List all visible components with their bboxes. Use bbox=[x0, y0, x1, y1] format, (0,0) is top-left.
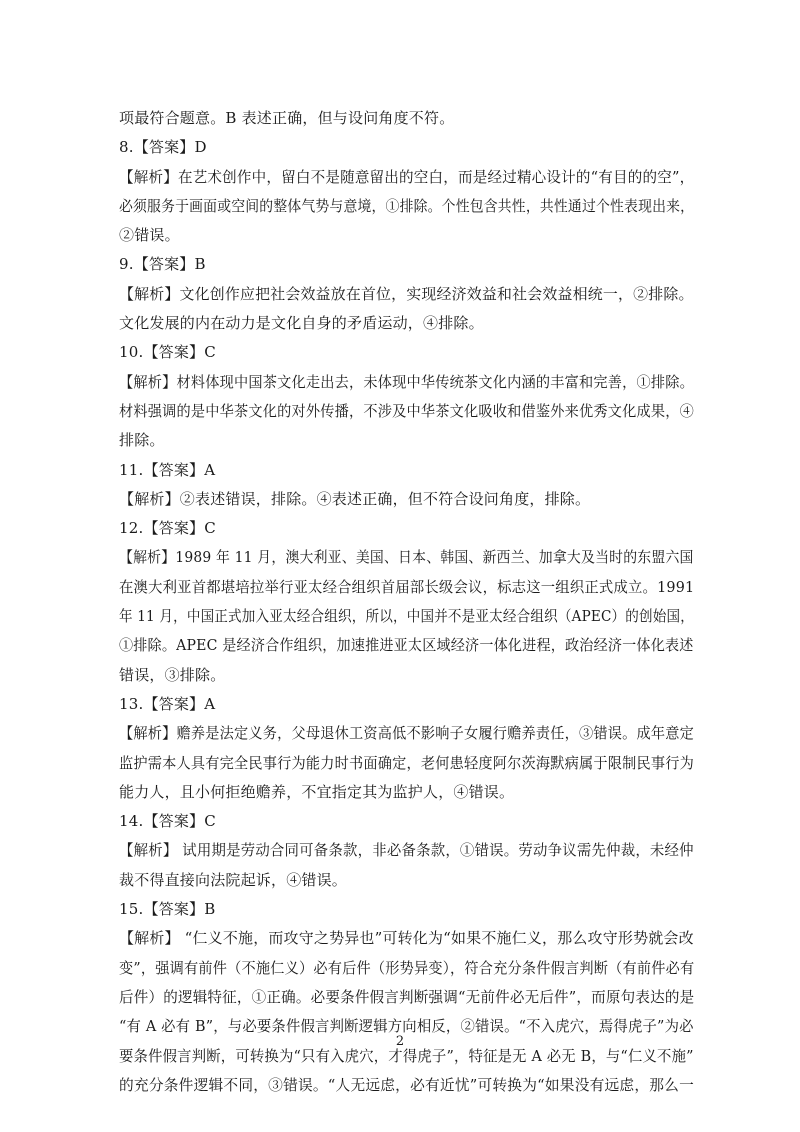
text-line: 能力人，且小何拒绝赡养，不宜指定其为监护人，④错误。 bbox=[119, 782, 515, 801]
text-line: 材料强调的是中华茶文化的对外传播，不涉及中华茶文化吸收和借鉴外来优秀文化成果，④ bbox=[119, 401, 695, 420]
text-line: 的充分条件逻辑不同，③错误。“人无远虑，必有近忧”可转换为“如果没有远虑，那么一 bbox=[119, 1075, 695, 1094]
text-line: 监护需本人具有完全民事行为能力时书面确定，老何患轻度阿尔茨海默病属于限制民事行为 bbox=[119, 753, 695, 772]
text-line: 【解析】 试用期是劳动合同可备条款，非必备条款，①错误。劳动争议需先仲裁，未经仲 bbox=[119, 841, 694, 860]
text-line: 【解析】②表述错误，排除。④表述正确，但不符合设问角度，排除。 bbox=[119, 489, 591, 508]
text-line: 【解析】在艺术创作中，留白不是随意留出的空白，而是经过精心设计的“有目的的空”， bbox=[119, 167, 695, 186]
text-line: 12.【答案】C bbox=[119, 519, 216, 538]
text-line: 【解析】 “仁义不施，而攻守之势异也”可转化为“如果不施仁义，那么攻守形势就会改 bbox=[119, 929, 694, 948]
text-line: 项最符合题意。B 表述正确，但与设问角度不符。 bbox=[119, 109, 455, 127]
text-line: 排除。 bbox=[119, 431, 165, 450]
text-line: 错误，③排除。 bbox=[119, 665, 226, 684]
answer-explanation-text bbox=[119, 104, 694, 1100]
text-line: 文化发展的内在动力是文化自身的矛盾运动，④排除。 bbox=[119, 314, 484, 333]
text-line: 13.【答案】A bbox=[119, 694, 216, 713]
text-line: 9.【答案】B bbox=[119, 255, 206, 274]
text-line: 【解析】文化创作应把社会效益放在首位，实现经济效益和社会效益相统一，②排除。 bbox=[119, 284, 694, 303]
text-line: 要条件假言判断，可转换为“只有入虎穴，才得虎子”，特征是无 A 必无 B，与“仁义不施” bbox=[119, 1046, 694, 1065]
text-line: 【解析】1989 年 11 月，澳大利亚、美国、日本、韩国、新西兰、加拿大及当时的东盟六国 bbox=[119, 548, 694, 567]
text-line: 在澳大利亚首都堪培拉举行亚太经合组织首届部长级会议，标志这一组织正式成立。1991 bbox=[119, 577, 695, 596]
page-number: 2 bbox=[395, 1034, 405, 1049]
text-line: 年 11 月，中国正式加入亚太经合组织，所以，中国并不是亚太经合组织（APEC）的创始国， bbox=[119, 607, 694, 626]
text-line: 11.【答案】A bbox=[119, 460, 216, 479]
text-line: ①排除。APEC 是经济合作组织，加速推进亚太区域经济一体化进程，政治经济一体化表述 bbox=[119, 636, 694, 655]
text-line: ②错误。 bbox=[119, 226, 180, 245]
text-line: 【解析】赡养是法定义务，父母退休工资高低不影响子女履行赡养责任，③错误。成年意定 bbox=[119, 724, 695, 743]
text-line: 15.【答案】B bbox=[119, 900, 216, 919]
text-line: “有 A 必有 B”，与必要条件假言判断逻辑方向相反，②错误。“不入虎穴，焉得虎子”为必 bbox=[119, 1017, 694, 1036]
text-line: 后件）的逻辑特征，①正确。必要条件假言判断强调“无前件必无后件”，而原句表达的是 bbox=[119, 987, 695, 1006]
text-line: 8.【答案】D bbox=[119, 138, 207, 157]
text-line: 10.【答案】C bbox=[119, 343, 216, 362]
text-line: 【解析】材料体现中国茶文化走出去，未体现中华传统茶文化内涵的丰富和完善，①排除。 bbox=[119, 372, 695, 391]
text-line: 14.【答案】C bbox=[119, 812, 216, 831]
text-line: 变”，强调有前件（不施仁义）必有后件（形势异变），符合充分条件假言判断（有前件必有 bbox=[119, 958, 695, 977]
text-line: 必须服务于画面或空间的整体气势与意境，①排除。个性包含共性，共性通过个性表现出来， bbox=[119, 196, 695, 215]
text-line: 裁不得直接向法院起诉，④错误。 bbox=[119, 870, 348, 889]
